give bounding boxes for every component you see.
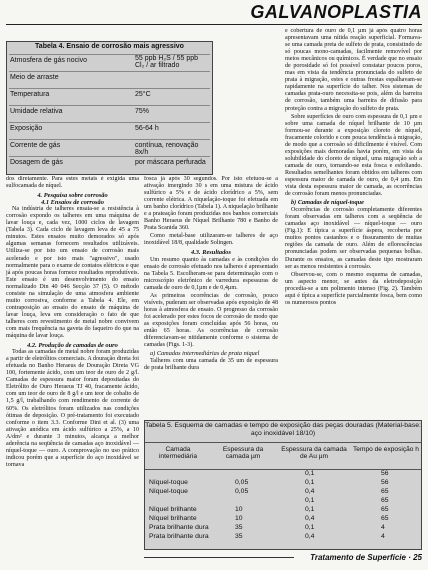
cell: 0,05 <box>235 488 249 495</box>
table-5 <box>144 420 422 550</box>
table-row <box>145 496 421 505</box>
cell: 65 <box>381 488 389 495</box>
paragraph: Sobre superfícies de ouro com espessura de 0,1 µm e sobre uma camada de níquel brilhante de 10 µm formou-se durante a exposição cloreto de níquel, fracamente colorido e com pouca tendência à migração, de modo que a corrosão só dificilmente é visível. Com exposições mais demoradas havia porém, em vista da solubilidade do cloreto de níquel, uma migração sob a camada de ouro, tornando-se esta fosca e esfoliando. Resultados semelhantes foram obtidos em talheres com espessura maior de camada de ouro, de 0,4 µm. Em vista desta espessura maior de camada, as ocorrências de corrosão foram menos pronunciadas. <box>285 113 422 198</box>
paragraph: Como metal-base utilizaram-se talheres de aço inoxidável 18/8, qualidade Solingen. <box>144 233 278 247</box>
cell: 10 <box>235 506 243 513</box>
table-5-caption: Tabela 5. Esquema de camadas e tempo de exposição das peças douradas (Material-base: aço inoxidável 18/10) <box>145 422 421 437</box>
paragraph: Todas as camadas de metal nobre foram produzidas a partir de eletrólitos comerciais. A douração direta foi efetuada no Banho Heraeus de Douração Direta VG 100, fortemente ácido, com um teor de ouro de 2 g/l. Camadas de espessura maior foram depositadas do Eletrólito de Ouro Heraeus TJ 40, fracamente ácido, com um teor de ouro de 8 g/l e um teor de cobalto de 1,5 g/l, trabalhando com rendimento de corrente de 60%. Os eletrólitos foram utilizados nas condições ótimas de deposição. O pré-tratamento foi executado conforme o item 3.3. Conforme Dini et al. (3) uma ativação anódica em ácido sulfúrico a 25%, a 10 A/dm² e durante 3 minutos, alcança a melhor aderência na seqüência de camadas aço inoxidável — níquel-toque — ouro. A comprovação no uso prático indicou porém que a superfície do aço inoxidável se tornava <box>6 349 139 468</box>
paragraph: Na indústria de talheres ensaia-se a resistência à corrosão expondo os talheres em uma máquina de lavar louça e, cada vez, 1000 ciclos de lavagem (Tabela 3). Cada ciclo de lavagem leva de 45 a 75 minutos. Estes ensaios muito demorados só após algumas semanas fornecem resultados utilizáveis. Utiliza-se por isto um ensaio de corrosão mais acelerado e por isto mais "agressivo", usado normalmente para o exame de contatos elétricos e que já após poucas horas fornece resultados reprodutíveis. Este ensaio é um desenvolvimento do ensaio normalizado Din 40 046 Secção 37 (5). O método consiste na simulação de uma atmosfera ambiente muito corrosiva, conforme a Tabela 4. Ele, em contraposição ao ensaio do ensaio de máquina de lavar louça, leva em consideração o fato de que talheres com revestimento de metal nobre convivem com mais frequência na gaveta do faqueiro do que na máquina de lavar louça. <box>6 206 139 340</box>
row-value: por máscara perfurada <box>135 159 206 166</box>
cell: 4 <box>381 533 385 540</box>
heading: 4.2. Produção de camadas de ouro <box>27 342 118 350</box>
column-header: Tempo de exposição h <box>353 446 419 453</box>
paragraph: e cobertura de ouro de 0,1 µm já após quatro horas apresentavam uma nítida reação superficial. Formava-se uma camada preta de sulfeto de prata, consistindo de só poucas mono-camadas, facilmente removível por meios mecânicos ou químicos. É verdade que no ensaio de porosidade só foi possível constatar poucos poros, mas em vista da tendência pronunciada do sulfeto de prata à migração, estes e outras frestas espalhavam-se rapidamente na superfície do talher. Nos sistemas de camadas prata-ouro necessita-se pois, além da barreira de corrosão, também uma barreira de difusão para proteção contra a migração do sulfeto de prata. <box>285 28 422 112</box>
table-header <box>145 442 421 470</box>
table-row <box>145 532 421 541</box>
heading: 4.3. Resultados <box>191 249 231 257</box>
page-footer <box>310 553 422 562</box>
cell: 4 <box>381 524 385 531</box>
row-label: Atmosfera de gás nocivo <box>10 57 88 64</box>
table-4-caption: Tabela 4. Ensaio de corrosão mais agressivo <box>35 43 184 50</box>
page-number: 25 <box>413 553 422 562</box>
table-4 <box>6 41 213 175</box>
table-row <box>9 122 210 136</box>
row-label: Umidade relativa <box>10 108 63 115</box>
cell: 0,4 <box>305 515 315 522</box>
footer-rule <box>144 557 294 558</box>
paragraph: Ocorrências de corrosão completamente diferentes foram observadas em talheres com a seqüência de camadas aço inoxidável — níquel-toque — ouro (Fig.1): E típica a superfície áspera, recoberta por muitos pontos castanhos e o fissuramento de muitas regiões da camada de ouro. Além de eflorescências pronunciadas podem ser observadas pequenas bolhas. Durante os ensaios, as camadas deste tipo mostraram ser as menos resistentes à corrosão. <box>285 207 422 270</box>
paragraph: dos diretamente. Para estes metais é exigida uma sulfocamada de níquel. <box>6 176 139 190</box>
row-label: Temperatura <box>10 91 50 98</box>
table-row <box>145 469 421 478</box>
cell: 65 <box>381 497 389 504</box>
row-label: Exposição <box>10 125 43 132</box>
cell: 0,1 <box>305 479 315 486</box>
paragraph: fosca já após 30 segundos. Por isto efetuou-se a ativação imergindo 30 s em uma mistura de ácido sulfúrico a 5% e de ácido clorídrico a 5%, sem corrente elétrica. A niquelação-toque foi efetuada em um banho clorídrico (Tabela 1). A niquelação brilhante e a prateação foram produzidas nos banhos comerciais Banho Heraeus de Níquel Brilhante 780 e Banho de Prata Scanida 360. <box>144 176 278 232</box>
title-rule <box>6 24 422 25</box>
row-value: 75% <box>135 108 150 115</box>
column-header: Camada intermediária <box>158 446 198 460</box>
paragraph: Um resumo quanto às camadas e às condições do ensaio de corrosão efetuado nos talheres é apresentado na Tabela 5. Escolheram-se para determinação com o microscópio eletrônico de varredura espessuras de camada de ouro de 0,1µm e de 0,4µm. <box>144 256 278 291</box>
table-row <box>9 156 210 170</box>
heading: a) Camadas intermediárias de prata niquel <box>150 350 260 358</box>
section-title: GALVANOPLASTIA <box>250 2 422 22</box>
cell: 56 <box>381 470 389 477</box>
table-row <box>145 523 421 532</box>
table-row <box>145 514 421 523</box>
column-header: Espessura da camada µm <box>222 446 264 460</box>
cell: 0,4 <box>305 533 315 540</box>
journal-name: Tratamento de Superfície <box>310 553 406 562</box>
cell: 35 <box>235 524 243 531</box>
table-row <box>145 505 421 514</box>
row-label: Corrente de gás <box>10 142 61 149</box>
cell: Níquel-toque <box>149 488 188 495</box>
cell: 0,4 <box>305 488 315 495</box>
cell: 0,1 <box>305 470 315 477</box>
row-value: 55 ppb H₂S / 55 ppb Cl₂ / ar filtrado <box>135 55 199 69</box>
subheading: 4.1 Ensaios de corrosão <box>41 199 104 207</box>
table-row <box>9 54 210 68</box>
table-row <box>145 487 421 496</box>
cell: Prata brilhante dura <box>149 524 209 531</box>
cell: 65 <box>381 506 389 513</box>
cell: Prata brilhante dura <box>149 533 209 540</box>
paragraph: As primeiras ocorrências de corrosão, pouco visíveis, puderam ser observadas após exposição de 48 horas à atmosfera de ensaio. O progresso da corrosão foi acelerado por estes focos de corrosão de modo que as exposições foram concluídas após 56 horas, ou então 65 horas. As ocorrências de corrosão diferenciavam-se nitidamente conforme o sistema de camadas (Figs. 1-3). <box>144 292 278 349</box>
cell: Níquel brilhante <box>149 515 197 522</box>
paragraph: Observou-se, com o mesmo esquema de camadas, um aspecto menor, se antes da eletrodeposição procedia-se a um polimento intenso (Fig. 2). Também aqui é típica a superfície parcialmente fosca, bem como os numerosos pontos <box>285 271 422 306</box>
row-label: Dosagem de gás <box>10 159 63 166</box>
footer-separator: · <box>405 553 414 562</box>
cell: 0,1 <box>305 506 315 513</box>
cell: Níquel-toque <box>149 479 188 486</box>
table-row <box>9 88 210 102</box>
heading: b) Camadas de níquel-toque <box>291 199 364 207</box>
row-value: contínua, renovação 8x/h <box>135 142 199 156</box>
table-row <box>9 139 210 156</box>
cell: 0,1 <box>305 497 315 504</box>
row-value: 25°C <box>135 91 151 98</box>
table-row <box>9 105 210 119</box>
cell: Níquel brilhante <box>149 506 197 513</box>
cell: 0,1 <box>305 524 315 531</box>
cell: 65 <box>381 515 389 522</box>
column-header: Espessura da camada de Au µm <box>281 446 347 460</box>
cell: 35 <box>235 533 243 540</box>
row-value: 56-64 h <box>135 125 159 132</box>
row-label: Meio de arraste <box>10 74 59 81</box>
column-3 <box>285 28 422 419</box>
column-2 <box>144 176 278 419</box>
heading: 4. Pesquisa sobre corrosão <box>37 192 108 200</box>
paragraph: Talheres com uma camada de 35 um de espessura de prata brilhante dura <box>144 358 278 372</box>
table-row <box>9 71 210 85</box>
column-1 <box>6 176 139 556</box>
table-row <box>145 478 421 487</box>
cell: 56 <box>381 479 389 486</box>
cell: 10 <box>235 515 243 522</box>
cell: 0,05 <box>235 479 249 486</box>
